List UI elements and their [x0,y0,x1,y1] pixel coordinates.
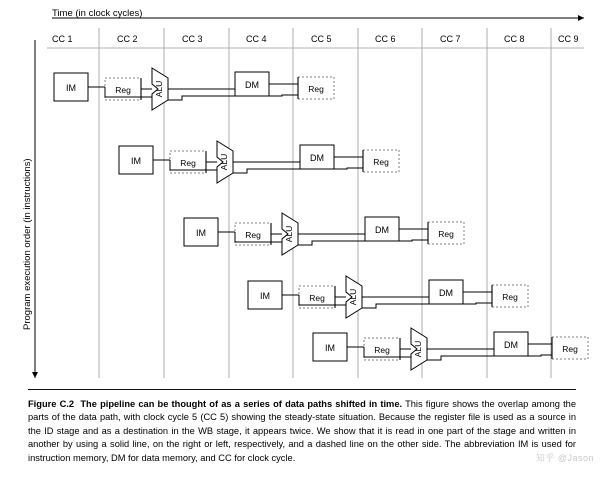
stage-dm-label: DM [439,288,453,298]
watermark: 知乎 @Jason [535,453,594,463]
cc-label-3: CC 3 [182,34,203,44]
cc-label-8: CC 8 [504,34,525,44]
stage-alu-label: ALU [284,225,294,243]
stage-alu-label: ALU [219,153,229,171]
stage-dm-label: DM [375,225,389,235]
stage-reg-label: Reg [180,158,196,168]
stage-reg-label: Reg [374,345,390,355]
cc-label-6: CC 6 [375,34,396,44]
cc-label-9: CC 9 [558,34,579,44]
stage-reg-wb-label: Reg [502,292,518,302]
time-axis-label: Time (in clock cycles) [52,8,143,19]
stage-reg-label: Reg [245,230,261,240]
cc-label-7: CC 7 [440,34,461,44]
stage-alu-label: ALU [348,288,358,306]
stage-im-label: IM [325,343,335,353]
caption-title: The pipeline can be thought of as a series of data paths shifted in time. [80,399,403,409]
stage-im-label: IM [131,156,141,166]
pipeline-row-4 [248,276,528,318]
cc-label-5: CC 5 [311,34,332,44]
program-order-axis-label: Program execution order (in instructions) [22,158,33,330]
stage-dm-label: DM [504,340,518,350]
stage-reg-label: Reg [115,85,131,95]
stage-reg-label: Reg [309,293,325,303]
stage-im-label: IM [196,228,206,238]
stage-im-label: IM [66,83,76,93]
figure-caption [28,398,576,465]
pipeline-row-5 [313,328,588,370]
caption-label: Figure C.2 [28,399,75,409]
pipeline-row-1 [54,68,334,110]
pipeline-row-2 [119,141,399,183]
cc-label-4: CC 4 [246,34,267,44]
cc-label-2: CC 2 [117,34,138,44]
stage-reg-wb-label: Reg [308,84,324,94]
caption-body: This figure shows the overlap among the parts of the data path, with clock cycle 5 (CC 5) showing the steady-state situation. Because the register file is used as a source in the ID stage and as a destination in the WB stage, it appears twice. We show that it is read in one part of the stage and written in another by using a solid line, on the right or left, respectively, and a dashed line on the other side. The abbreviation IM is used for instruction memory, DM for data memory, and CC for clock cycle. [28,399,576,463]
stage-im-label: IM [260,291,270,301]
stage-reg-wb-label: Reg [438,229,454,239]
caption-divider [28,389,576,390]
stage-alu-label: ALU [413,340,423,358]
cc-label-1: CC 1 [52,34,73,44]
stage-reg-wb-label: Reg [373,157,389,167]
stage-dm-label: DM [245,80,259,90]
stage-reg-wb-label: Reg [562,344,578,354]
stage-alu-label: ALU [154,80,164,98]
stage-dm-label: DM [310,153,324,163]
